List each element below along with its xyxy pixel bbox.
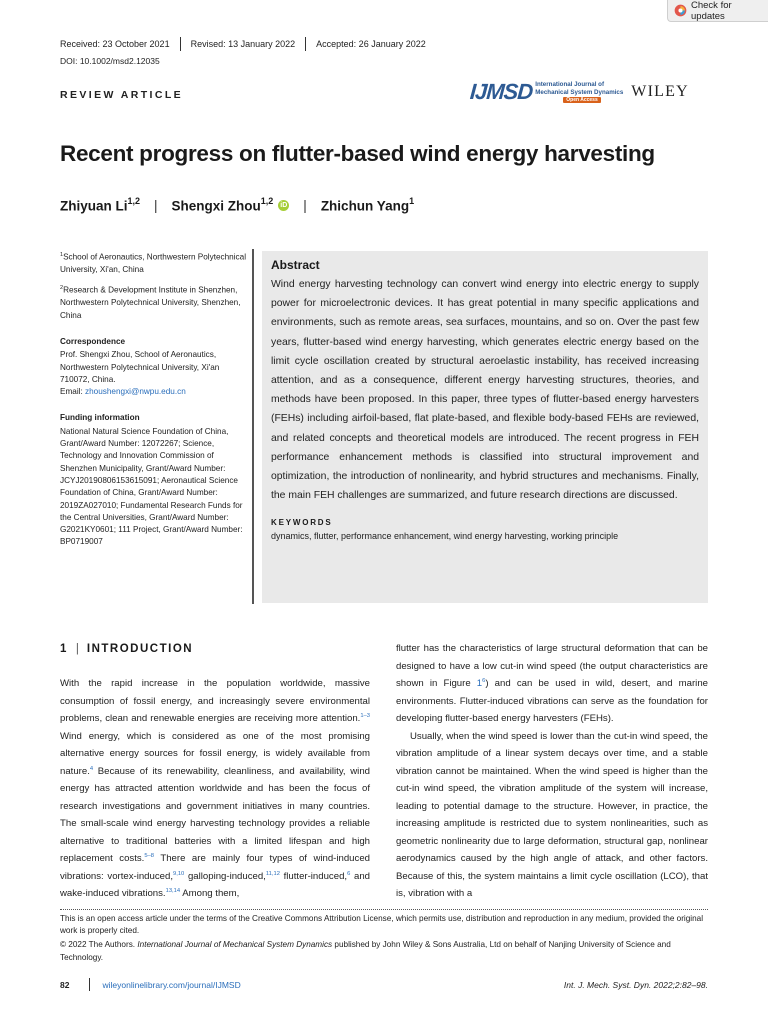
revised-date: Revised: 13 January 2022 xyxy=(190,39,296,49)
section-number: 1 xyxy=(60,643,68,655)
funding-text: National Natural Science Foundation of China, Grant/Award Number: 12072267; Science, Technology and Innovation Commission of Shenzhen Municipality, Grant/Award Number: JCYJ20190806153615091; Aeronautical Science Foundation of China, Grant/Award Number: 2019ZA027010; Fundamental Research Funds for the Central Universities, Grant/Award Number: G2021KY0601; 111 Project, Grant/Award Number: BP0719007 xyxy=(60,426,243,547)
body-paragraph: Usually, when the wind speed is lower than the cut-in wind speed, the vibration amplitude of a linear system decays over time, and a stable vibration cannot be maintained. When the wind speed is higher than the cut-in wind speed, the vibration amplitude of the system will increase, leading to potential damage to the structure. However, in practice, the increasing amplitude is restricted due to system nonlinearities, such as geometric nonlinearity due to large deformation, structural gap, nonlinear aerodynamics caused by the high angle of attack, and other factors. Because of this, the system maintains a limit cycle oscillation (LCO), that is, vibration with a xyxy=(396,730,708,899)
license-footnote xyxy=(60,913,708,966)
keywords-list: dynamics, flutter, performance enhancement, wind energy harvesting, working principle xyxy=(271,531,619,542)
journal-citation: Int. J. Mech. Syst. Dyn. 2022;2:82–98. xyxy=(563,979,708,990)
author-separator: | xyxy=(154,197,158,213)
abstract-box xyxy=(262,251,708,603)
orcid-icon[interactable]: iD xyxy=(280,201,288,209)
check-updates-icon xyxy=(674,4,687,17)
wiley-logo[interactable]: WILEY xyxy=(631,83,689,100)
citation-link[interactable]: 13,14 xyxy=(165,887,181,894)
funding-heading: Funding information xyxy=(60,413,140,423)
copyright-text: © 2022 The Authors. International Journal of Mechanical System Dynamics published by John Wiley & Sons Australia, Ltd on behalf of Nanjing University of Science and Technology. xyxy=(60,940,671,962)
section-title: INTRODUCTION xyxy=(86,643,194,655)
affiliation: $^1$School of Aeronautics, Northwestern Polytechnical University, Xi'an, China xyxy=(60,252,247,275)
doi[interactable]: DOI: 10.1002/msd2.12035 xyxy=(60,56,160,66)
footer-separator xyxy=(89,978,90,991)
abstract-heading: Abstract xyxy=(271,258,320,272)
citation-link[interactable]: 6 xyxy=(482,677,486,684)
date-separator xyxy=(305,37,306,51)
journal-url-link[interactable]: wileyonlinelibrary.com/journal/IJMSD xyxy=(102,979,241,990)
abstract-text: Wind energy harvesting technology can convert wind energy into electric energy to supply power for microelectronic devices. It has great potential in many specific applications and environments, such as remote areas, sea surfaces, mountains, and so on. Over the past few years, flutter-based wind energy harvesting, which generates electric energy based on the limit cycle oscillation created by structural aeroelastic instability, has received increasing attention, and as a consequence, different energy harvesting structures, theories, and methods have been proposed. In this paper, three types of flutter-based energy harvesters (FEHs) including airfoil-based, flat plate-based, and flexible body-based FEHs are reviewed, and related concepts and theoretical models are introduced. The recent progress in FEH performance enhancement methods is classified into structural improvement and optimization, the introduction of nonlinearity, and hybrid structures and mechanisms. Finally, the main FEH challenges are summarized, and future research directions are discussed. xyxy=(271,279,699,502)
citation-link[interactable]: 5–8 xyxy=(144,852,155,859)
page-footer xyxy=(60,978,708,991)
section-separator: | xyxy=(75,643,79,655)
email-link[interactable]: zhoushengxi@nwpu.edu.cn xyxy=(85,387,186,397)
body-paragraph: With the rapid increase in the population worldwide, massive consumption of fossil energy, and increasingly severe environmental problems, clean and renewable energies are receiving more attention.$^{1-3}$ Wind energy, which is considered as one of the most promising alternative energy sources for fossil energy, is widely available from nature.$^4$ Because of its renewability, cleanliness, and availability, wind energy has attracted attention worldwide and has been the focus of research investigations and government initiatives in many countries. The small-scale wind energy harvesting technology provides a reliable alternative to traditional batteries with a limited lifespan and high replacement costs.$^{5-8}$ There are mainly four types of wind-induced vibrations: vortex-induced,$^{9,10}$ galloping-induced,$^{11,12}$ flutter-induced,$^6$ and wake-induced vibrations.$^{13,14}$ Among them, xyxy=(60,678,370,899)
body-column-left xyxy=(60,675,370,903)
affiliation: $^2$Research & Development Institute in Shenzhen, Northwestern Polytechnical University, Shenzhen, China xyxy=(60,285,241,320)
author-separator: | xyxy=(303,197,307,213)
author-name[interactable]: Zhiyuan Li$^{1,2}$ xyxy=(60,196,141,214)
check-updates-label: Check for updates xyxy=(691,0,732,22)
correspondence-email: Email: zhoushengxi@nwpu.edu.cn xyxy=(60,387,186,397)
article-title: Recent progress on flutter-based wind energy harvesting xyxy=(60,141,655,166)
license-text: This is an open access article under the terms of the Creative Commons Attribution License, which permits use, distribution and reproduction in any medium, provided the original work is properly cited. xyxy=(60,914,704,936)
body-paragraph: flutter has the characteristics of large structural deformation that can be designed to have a low cut-in wind speed (the output characteristics are shown in Figure $1^6$) and can be used in wild, desert, and marine environments. Flutter-induced vibrations can serve as the foundation for developing flutter-based energy harvesters (FEHs). xyxy=(396,643,708,724)
article-type: REVIEW ARTICLE xyxy=(60,89,184,101)
correspondence-text: Prof. Shengxi Zhou, School of Aeronautics, Northwestern Polytechnical University, Xi'an 710072, China. xyxy=(60,350,220,384)
check-for-updates-button[interactable] xyxy=(667,0,768,22)
author-list xyxy=(60,197,414,214)
journal-name-logo xyxy=(535,81,623,102)
citation-link[interactable]: 4 xyxy=(89,765,94,772)
received-date: Received: 23 October 2021 xyxy=(60,39,170,49)
date-separator xyxy=(180,37,181,51)
citation-link[interactable]: 11,12 xyxy=(265,870,280,877)
keywords-heading: KEYWORDS xyxy=(271,518,333,528)
journal-logos xyxy=(470,78,712,106)
sidebar-divider xyxy=(252,249,254,604)
author-name[interactable]: Shengxi Zhou$^{1,2}$ xyxy=(171,196,274,214)
article-info-sidebar xyxy=(60,249,250,549)
ijmsd-logo[interactable]: IJMSD xyxy=(469,79,534,104)
open-access-badge: Open Access xyxy=(563,97,601,103)
journal-name-line2: Mechanical System Dynamics xyxy=(535,88,624,96)
citation-link[interactable]: 1–3 xyxy=(360,712,370,719)
page-number: 82 xyxy=(60,979,70,990)
body-column-right xyxy=(396,640,708,903)
citation-link[interactable]: 6 xyxy=(347,870,351,877)
correspondence-heading: Correspondence xyxy=(60,336,126,346)
footnote-divider xyxy=(60,909,708,910)
accepted-date: Accepted: 26 January 2022 xyxy=(316,39,426,49)
citation-link[interactable]: 9,10 xyxy=(173,870,185,877)
journal-name-line1: International Journal of xyxy=(535,81,605,89)
author-name[interactable]: Zhichun Yang$^1$ xyxy=(320,196,415,214)
figure-link[interactable]: 1 xyxy=(476,678,483,689)
section-heading xyxy=(60,643,193,655)
article-dates xyxy=(60,37,426,51)
